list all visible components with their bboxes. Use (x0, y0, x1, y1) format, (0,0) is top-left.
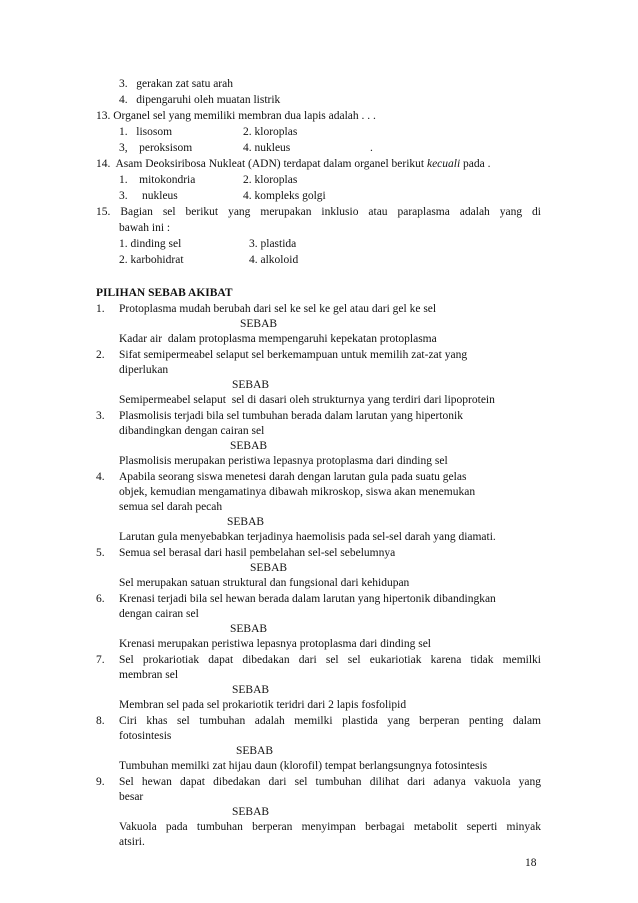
item-number: 1. (96, 303, 105, 315)
statement-text: diperlukan (119, 364, 169, 376)
item-number: 6. (96, 593, 105, 605)
reason-text: Semipermeabel selaput sel di dasari oleh strukturnya yang terdiri dari lipoprotein (119, 394, 495, 406)
reason-text: Sel merupakan satuan struktural dan fungsional dari kehidupan (119, 577, 410, 589)
reason-text: Larutan gula menyebabkan terjadinya haemolisis pada sel-sel darah yang diamati. (119, 531, 496, 543)
sebab-label: SEBAB (227, 516, 265, 528)
question-15-stem: 15. Bagian sel berikut yang merupakan inklusio atau paraplasma adalah yang di (96, 206, 541, 218)
item-number: 2. (96, 349, 105, 361)
section-title: PILIHAN SEBAB AKIBAT (96, 287, 233, 299)
option-text: 3, peroksisom (119, 142, 193, 154)
item-number: 4. (96, 471, 105, 483)
sebab-label: SEBAB (232, 379, 270, 391)
statement-text: Apabila seorang siswa menetesi darah dengan larutan gula pada suatu gelas (119, 471, 467, 483)
statement-text: Sel hewan dapat dibedakan dari sel tumbuhan dilihat dari adanya vakuola yang (119, 776, 541, 788)
option-text: 4. nukleus (243, 142, 291, 154)
statement-text: fotosintesis (119, 730, 172, 742)
statement-text: dengan cairan sel (119, 608, 199, 620)
statement-text: Sifat semipermeabel selaput sel berkemampuan untuk memilih zat-zat yang (119, 349, 468, 361)
reason-text: Kadar air dalam protoplasma mempengaruhi kepekatan protoplasma (119, 333, 437, 345)
page-number: 18 (525, 857, 537, 869)
sebab-label: SEBAB (232, 806, 270, 818)
statement-text: Krenasi terjadi bila sel hewan berada dalam larutan yang hipertonik dibandingkan (119, 593, 496, 605)
item-number: 5. (96, 547, 105, 559)
sebab-label: SEBAB (230, 623, 268, 635)
option-text: 2. kloroplas (243, 174, 298, 186)
question-13-stem: 13. Organel sel yang memiliki membran dua lapis adalah . . . (96, 110, 376, 122)
option-text: 1. dinding sel (119, 238, 182, 250)
item-number: 3. (96, 410, 105, 422)
option-text: 2. kloroplas (243, 126, 298, 138)
statement-text: membran sel (119, 669, 179, 681)
option-text: 1. mitokondria (119, 174, 196, 186)
statement-text: Protoplasma mudah berubah dari sel ke sel ke gel atau dari gel ke sel (119, 303, 437, 315)
option-text: 3. nukleus (119, 190, 178, 202)
statement-text: objek, kemudian mengamatinya dibawah mikroskop, siswa akan menemukan (119, 486, 476, 498)
sebab-label: SEBAB (236, 745, 274, 757)
reason-text: Vakuola pada tumbuhan berperan menyimpan berbagai metabolit seperti minyak (119, 821, 541, 833)
statement-text: semua sel darah pecah (119, 501, 223, 513)
reason-text: atsiri. (119, 836, 145, 848)
statement-text: besar (119, 791, 144, 803)
reason-text: Krenasi merupakan peristiwa lepasnya protoplasma dari dinding sel (119, 638, 432, 650)
reason-text: Tumbuhan memilki zat hijau daun (klorofil) tempat berlangsungnya fotosintesis (119, 760, 488, 772)
item-number: 7. (96, 654, 105, 666)
statement-text: Sel prokariotiak dapat dibedakan dari sel sel eukariotiak karena tidak memilki (119, 654, 541, 666)
sebab-label: SEBAB (250, 562, 288, 574)
sebab-label: SEBAB (230, 440, 268, 452)
reason-text: Membran sel pada sel prokariotik teridri dari 2 lapis fosfolipid (119, 699, 407, 711)
option-text: 4. alkoloid (249, 254, 299, 266)
statement-text: Plasmolisis terjadi bila sel tumbuhan berada dalam larutan yang hipertonik (119, 410, 463, 422)
option-text: 4. dipengaruhi oleh muatan listrik (119, 94, 281, 106)
statement-text: Semua sel berasal dari hasil pembelahan sel-sel sebelumnya (119, 547, 396, 559)
item-number: 8. (96, 715, 105, 727)
option-text: 1. lisosom (119, 126, 173, 138)
item-number: 9. (96, 776, 105, 788)
sebab-label: SEBAB (232, 684, 270, 696)
statement-text: dibandingkan dengan cairan sel (119, 425, 265, 437)
reason-text: Plasmolisis merupakan peristiwa lepasnya protoplasma dari dinding sel (119, 455, 448, 467)
option-text: 3. gerakan zat satu arah (119, 78, 233, 90)
option-text: 2. karbohidrat (119, 254, 184, 266)
stray-dot: . (370, 142, 373, 154)
question-15-stem-cont: bawah ini : (119, 222, 171, 234)
option-text: 3. plastida (249, 238, 297, 250)
sebab-label: SEBAB (240, 318, 278, 330)
option-text: 4. kompleks golgi (243, 190, 326, 202)
statement-text: Ciri khas sel tumbuhan adalah memilki plastida yang berperan penting dalam (119, 715, 541, 727)
question-14-stem: 14. Asam Deoksiribosa Nukleat (ADN) terdapat dalam organel berikut kecuali pada . (96, 158, 491, 170)
